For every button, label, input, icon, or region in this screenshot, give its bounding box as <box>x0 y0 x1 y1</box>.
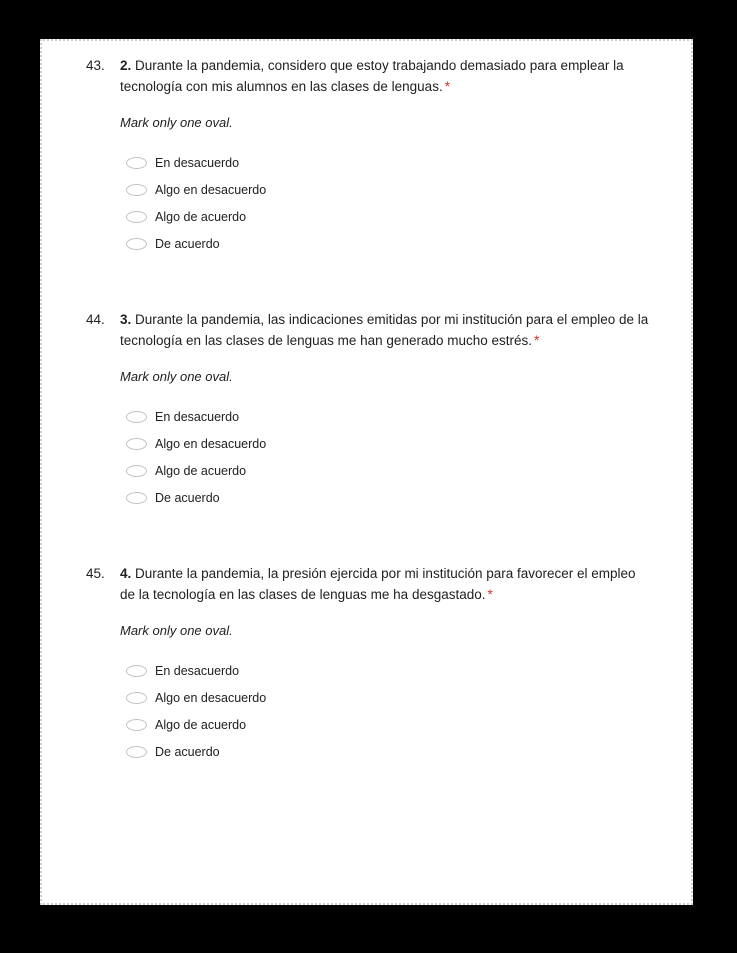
options-list <box>126 403 651 511</box>
radio-oval-icon[interactable] <box>126 492 147 504</box>
radio-oval-icon[interactable] <box>126 746 147 758</box>
question-block-43 <box>86 55 651 257</box>
option-row[interactable] <box>126 457 651 484</box>
question-text: Durante la pandemia, las indicaciones emitidas por mi institución para el empleo de la tecnología en las clases de lenguas me han generado mucho estrés. <box>120 312 649 348</box>
question-title <box>120 563 651 605</box>
question-block-44 <box>86 309 651 511</box>
option-label: En desacuerdo <box>155 155 240 170</box>
radio-oval-icon[interactable] <box>126 238 147 250</box>
form-page <box>40 39 693 905</box>
question-number: 45. <box>86 566 105 581</box>
option-label: En desacuerdo <box>155 663 240 678</box>
option-label: De acuerdo <box>155 490 220 505</box>
radio-oval-icon[interactable] <box>126 465 147 477</box>
option-row[interactable] <box>126 230 651 257</box>
option-label: En desacuerdo <box>155 409 240 424</box>
option-row[interactable] <box>126 711 651 738</box>
question-inner-number: 3. <box>120 312 132 327</box>
radio-oval-icon[interactable] <box>126 157 147 169</box>
question-block-45 <box>86 563 651 765</box>
required-asterisk: * <box>487 587 493 602</box>
radio-oval-icon[interactable] <box>126 719 147 731</box>
question-number: 44. <box>86 312 105 327</box>
option-row[interactable] <box>126 684 651 711</box>
option-row[interactable] <box>126 657 651 684</box>
option-label: Algo de acuerdo <box>155 717 247 732</box>
option-label: Algo en desacuerdo <box>155 690 267 705</box>
question-instruction: Mark only one oval. <box>120 369 233 384</box>
radio-oval-icon[interactable] <box>126 184 147 196</box>
question-text: Durante la pandemia, considero que estoy trabajando demasiado para emplear la tecnología con mis alumnos en las clases de lenguas. <box>120 58 624 94</box>
option-row[interactable] <box>126 738 651 765</box>
question-instruction: Mark only one oval. <box>120 115 233 130</box>
option-row[interactable] <box>126 203 651 230</box>
option-label: Algo en desacuerdo <box>155 436 267 451</box>
radio-oval-icon[interactable] <box>126 692 147 704</box>
options-list <box>126 149 651 257</box>
question-inner-number: 4. <box>120 566 132 581</box>
radio-oval-icon[interactable] <box>126 211 147 223</box>
option-row[interactable] <box>126 149 651 176</box>
question-number: 43. <box>86 58 105 73</box>
required-asterisk: * <box>444 79 450 94</box>
question-inner-number: 2. <box>120 58 132 73</box>
option-row[interactable] <box>126 430 651 457</box>
question-title <box>120 55 651 97</box>
option-label: Algo de acuerdo <box>155 209 247 224</box>
option-label: De acuerdo <box>155 744 220 759</box>
option-label: De acuerdo <box>155 236 220 251</box>
question-title <box>120 309 651 351</box>
radio-oval-icon[interactable] <box>126 665 147 677</box>
radio-oval-icon[interactable] <box>126 411 147 423</box>
option-row[interactable] <box>126 403 651 430</box>
radio-oval-icon[interactable] <box>126 438 147 450</box>
option-row[interactable] <box>126 484 651 511</box>
question-instruction: Mark only one oval. <box>120 623 233 638</box>
option-label: Algo de acuerdo <box>155 463 247 478</box>
question-text: Durante la pandemia, la presión ejercida por mi institución para favorecer el empleo de la tecnología en las clases de lenguas me ha desgastado. <box>120 566 636 602</box>
option-label: Algo en desacuerdo <box>155 182 267 197</box>
option-row[interactable] <box>126 176 651 203</box>
required-asterisk: * <box>534 333 540 348</box>
options-list <box>126 657 651 765</box>
